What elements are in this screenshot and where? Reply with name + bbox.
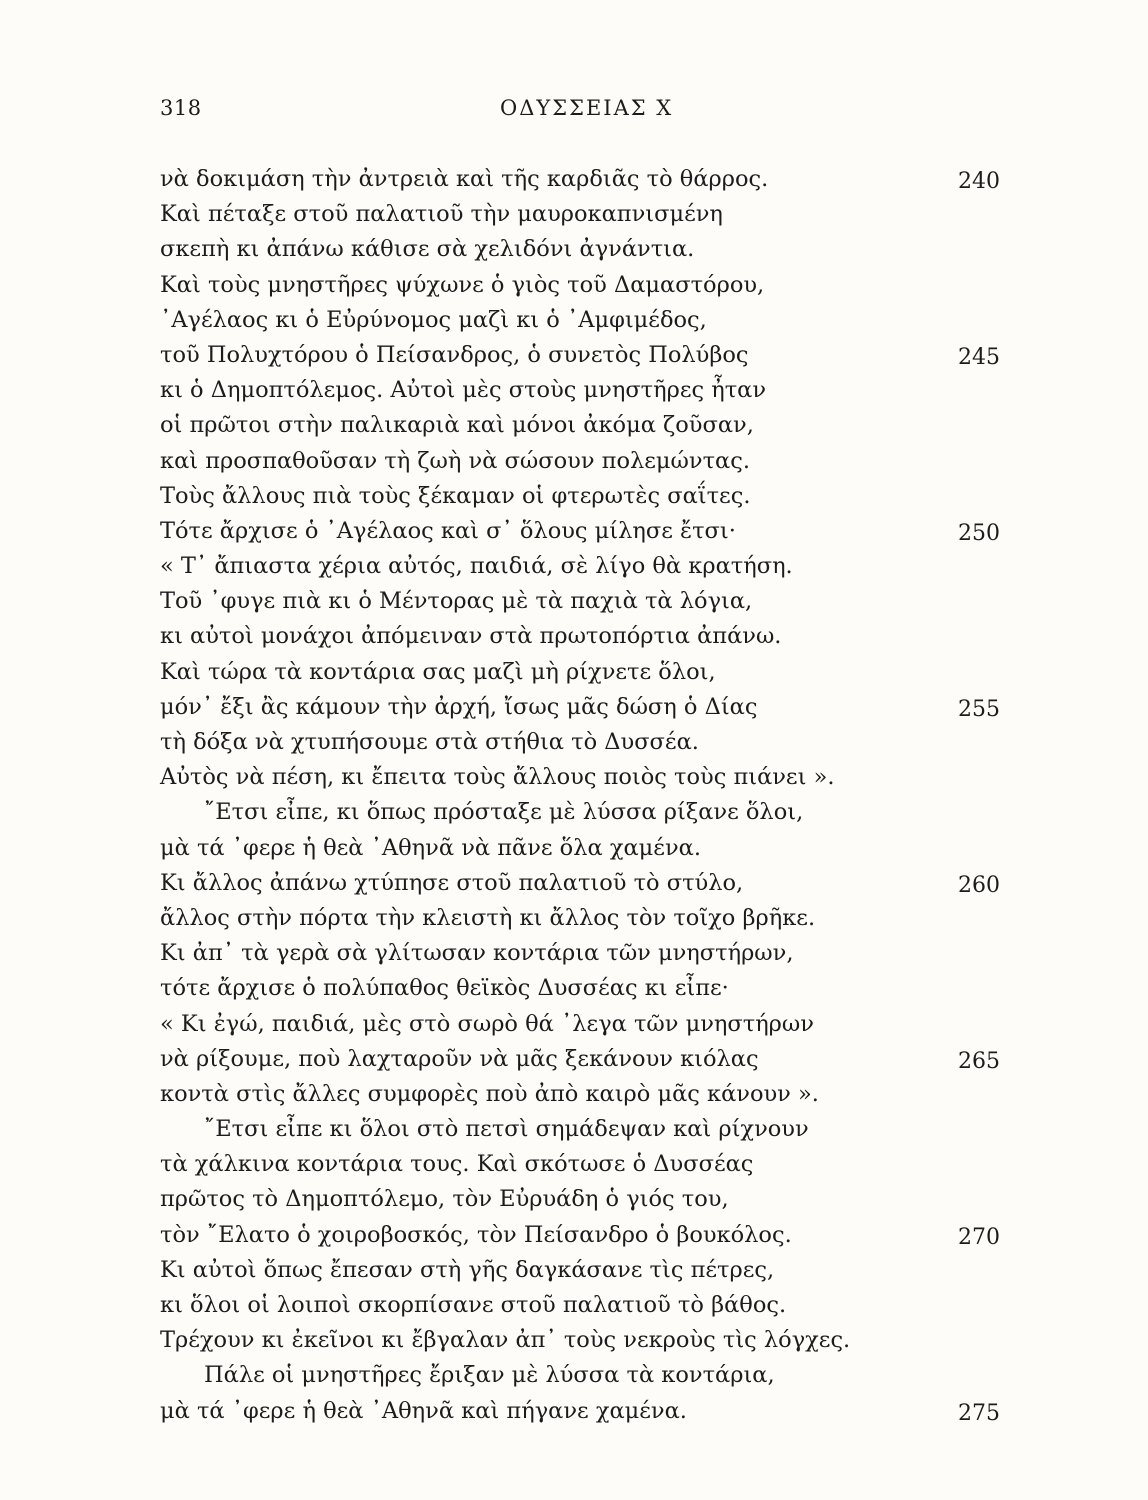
verse-line xyxy=(160,338,1020,373)
verse-text: μόν᾿ ἔξι ἂς κάμουν τὴν ἀρχή, ἴσως μᾶς δώση ὁ Δίας xyxy=(160,693,758,720)
line-number: 275 xyxy=(958,1400,1000,1426)
verse-line xyxy=(160,1147,1020,1182)
verse-line xyxy=(160,373,1020,408)
verse-text: ἄλλος στὴν πόρτα τὴν κλειστὴ κι ἄλλος τὸν τοῖχο βρῆκε. xyxy=(160,904,816,931)
verse-line xyxy=(160,1218,1020,1253)
verse-text: Κι ἄλλος ἀπάνω χτύπησε στοῦ παλατιοῦ τὸ στύλο, xyxy=(160,869,744,896)
verse-line xyxy=(160,971,1020,1006)
verse-line xyxy=(160,1112,1020,1147)
verse-line xyxy=(160,162,1020,197)
verse-line xyxy=(160,1042,1020,1077)
verse-text: κι αὐτοὶ μονάχοι ἀπόμειναν στὰ πρωτοπόρτια ἀπάνω. xyxy=(160,623,782,650)
verse-line xyxy=(160,901,1020,936)
verse-line xyxy=(160,1253,1020,1288)
verse-line xyxy=(160,1323,1020,1358)
verse-text: σκεπὴ κι ἀπάνω κάθισε σὰ χελιδόνι ἀγνάντια. xyxy=(160,236,695,263)
verse-text: Καὶ τώρα τὰ κοντάρια σας μαζὶ μὴ ρίχνετε ὅλοι, xyxy=(160,658,716,685)
line-number: 250 xyxy=(958,520,1000,546)
verse-line xyxy=(160,408,1020,443)
verse-line xyxy=(160,232,1020,267)
verse-text: νὰ ρίξουμε, ποὺ λαχταροῦν νὰ μᾶς ξεκάνουν κιόλας xyxy=(160,1045,759,1072)
verse-line xyxy=(160,514,1020,549)
verse-text: μὰ τά ᾿φερε ἡ θεὰ ᾿Αθηνᾶ νὰ πᾶνε ὅλα χαμένα. xyxy=(160,834,701,861)
line-number: 265 xyxy=(958,1048,1000,1074)
line-number: 255 xyxy=(958,696,1000,722)
verse-text: Αὐτὸς νὰ πέση, κι ἔπειτα τοὺς ἄλλους ποιὸς τοὺς πιάνει ». xyxy=(160,764,835,791)
line-number: 240 xyxy=(958,169,1000,194)
verse-block xyxy=(160,162,1020,1429)
verse-text: ᾿Αγέλαος κι ὁ Εὐρύνομος μαζὶ κι ὁ ᾿Αμφιμέδος, xyxy=(160,306,707,333)
line-number: 245 xyxy=(958,344,1000,370)
verse-line xyxy=(160,690,1020,725)
verse-line xyxy=(160,584,1020,619)
verse-text: ῎Ετσι εἶπε, κι ὅπως πρόσταξε μὲ λύσσα ρίξανε ὅλοι, xyxy=(204,799,804,826)
verse-text: Κι αὐτοὶ ὅπως ἔπεσαν στὴ γῆς δαγκάσανε τὶς πέτρες, xyxy=(160,1256,775,1283)
verse-line xyxy=(160,725,1020,760)
verse-text: Κι ἀπ᾿ τὰ γερὰ σὰ γλίτωσαν κοντάρια τῶν μνηστήρων, xyxy=(160,940,794,967)
running-head: ΟΔΥΣΣΕΙΑΣ Χ xyxy=(500,96,674,120)
verse-line xyxy=(160,549,1020,584)
verse-text: τὰ χάλκινα κοντάρια τους. Καὶ σκότωσε ὁ Δυσσέας xyxy=(160,1151,754,1178)
verse-line xyxy=(160,1007,1020,1042)
verse-line xyxy=(160,303,1020,338)
verse-line xyxy=(160,1394,1020,1429)
verse-line xyxy=(160,1182,1020,1217)
verse-line xyxy=(160,444,1020,479)
verse-line xyxy=(160,197,1020,232)
line-number: 270 xyxy=(958,1224,1000,1250)
verse-line xyxy=(160,268,1020,303)
verse-text: καὶ προσπαθοῦσαν τὴ ζωὴ νὰ σώσουν πολεμώντας. xyxy=(160,447,750,474)
verse-text: κοντὰ στὶς ἄλλες συμφορὲς ποὺ ἀπὸ καιρὸ μᾶς κάνουν ». xyxy=(160,1080,819,1107)
verse-line xyxy=(160,831,1020,866)
verse-line xyxy=(160,1358,1020,1393)
verse-text: τοῦ Πολυχτόρου ὁ Πείσανδρος, ὁ συνετὸς Πολύβος xyxy=(160,341,749,368)
verse-text: νὰ δοκιμάση τὴν ἀντρειὰ καὶ τῆς καρδιᾶς τὸ θάρρος. xyxy=(160,166,769,192)
verse-line xyxy=(160,936,1020,971)
verse-line xyxy=(160,1077,1020,1112)
verse-line xyxy=(160,619,1020,654)
verse-line xyxy=(160,1288,1020,1323)
verse-text: πρῶτος τὸ Δημοπτόλεμο, τὸν Εὐρυάδη ὁ γιός του, xyxy=(160,1186,729,1213)
verse-line xyxy=(160,866,1020,901)
verse-text: Τοὺς ἄλλους πιὰ τοὺς ξέκαμαν οἱ φτερωτὲς σαΐτες. xyxy=(160,482,751,509)
verse-text: Καὶ πέταξε στοῦ παλατιοῦ τὴν μαυροκαπνισμένη xyxy=(160,201,723,228)
verse-text: τὸν ῎Ελατο ὁ χοιροβοσκός, τὸν Πείσανδρο ὁ βουκόλος. xyxy=(160,1221,792,1248)
verse-line xyxy=(160,795,1020,830)
line-number: 260 xyxy=(958,872,1000,898)
verse-text: οἱ πρῶτοι στὴν παλικαριὰ καὶ μόνοι ἀκόμα ζοῦσαν, xyxy=(160,412,754,439)
verse-line xyxy=(160,655,1020,690)
verse-text: « Τ᾿ ἄπιαστα χέρια αὐτός, παιδιά, σὲ λίγο θὰ κρατήση. xyxy=(160,553,793,580)
verse-text: κι ὅλοι οἱ λοιποὶ σκορπίσανε στοῦ παλατιοῦ τὸ βάθος. xyxy=(160,1292,787,1318)
verse-text: Καὶ τοὺς μνηστῆρες ψύχωνε ὁ γιὸς τοῦ Δαμαστόρου, xyxy=(160,271,765,298)
verse-text: Τοῦ ᾿φυγε πιὰ κι ὁ Μέντορας μὲ τὰ παχιὰ τὰ λόγια, xyxy=(160,588,753,615)
verse-text: κι ὁ Δημοπτόλεμος. Αὐτοὶ μὲς στοὺς μνηστῆρες ἦταν xyxy=(160,377,767,404)
verse-line xyxy=(160,760,1020,795)
verse-text: τότε ἄρχισε ὁ πολύπαθος θεϊκὸς Δυσσέας κι εἶπε· xyxy=(160,975,729,1002)
verse-text: μὰ τά ᾿φερε ἡ θεὰ ᾿Αθηνᾶ καὶ πήγανε χαμένα. xyxy=(160,1397,687,1424)
page-number: 318 xyxy=(160,96,202,120)
verse-text: « Κι ἐγώ, παιδιά, μὲς στὸ σωρὸ θά ᾿λεγα τῶν μνηστήρων xyxy=(160,1010,814,1037)
verse-text: Τότε ἄρχισε ὁ ᾿Αγέλαος καὶ σ᾿ ὅλους μίλησε ἔτσι· xyxy=(160,517,736,544)
verse-text: Πάλε οἱ μνηστῆρες ἔριξαν μὲ λύσσα τὰ κοντάρια, xyxy=(204,1362,775,1389)
verse-text: τὴ δόξα νὰ χτυπήσουμε στὰ στήθια τὸ Δυσσέα. xyxy=(160,729,699,755)
verse-text: Τρέχουν κι ἐκεῖνοι κι ἔβγαλαν ἀπ᾿ τοὺς νεκροὺς τὶς λόγχες. xyxy=(160,1327,851,1354)
verse-line xyxy=(160,479,1020,514)
verse-text: ῎Ετσι εἶπε κι ὅλοι στὸ πετσὶ σημάδεψαν καὶ ρίχνουν xyxy=(204,1116,809,1143)
